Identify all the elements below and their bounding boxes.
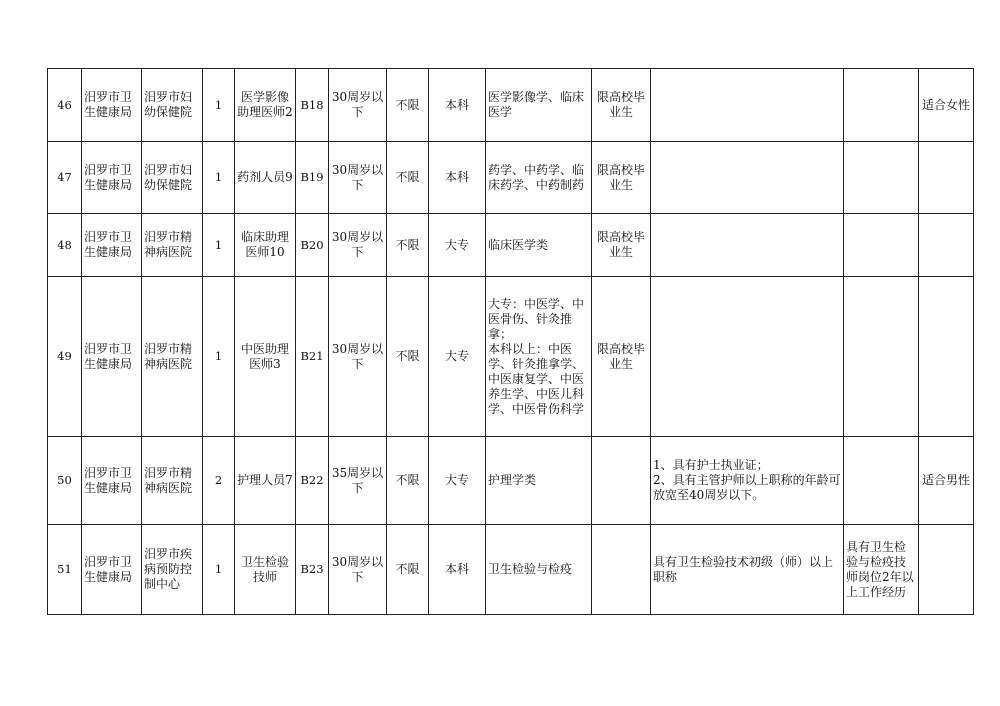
major-cell: 大专：中医学、中医骨伤、针灸推拿； 本科以上：中医学、针灸推拿学、中医康复学、中医养生学、中医儿科学、中医骨伤科学 bbox=[486, 277, 592, 437]
requirement-cell: 具有卫生检验技术初级（师）以上职称 bbox=[651, 525, 844, 615]
experience-cell bbox=[844, 437, 919, 525]
count-cell: 1 bbox=[203, 214, 235, 277]
major-cell: 医学影像学、临床医学 bbox=[486, 69, 592, 142]
row-number: 49 bbox=[48, 277, 82, 437]
table-row bbox=[48, 437, 974, 525]
age-cell: 30周岁以下 bbox=[329, 214, 387, 277]
target-cell: 限高校毕业生 bbox=[592, 142, 651, 214]
experience-cell: 具有卫生检验与检疫技师岗位2年以上工作经历 bbox=[844, 525, 919, 615]
gender-cell: 不限 bbox=[387, 214, 429, 277]
requirement-cell: 1、具有护士执业证； 2、具有主管护师以上职称的年龄可放宽至40周岁以下。 bbox=[651, 437, 844, 525]
code-cell: B19 bbox=[296, 142, 329, 214]
gender-cell: 不限 bbox=[387, 437, 429, 525]
row-number: 48 bbox=[48, 214, 82, 277]
post-cell: 药剂人员9 bbox=[235, 142, 296, 214]
requirement-cell bbox=[651, 214, 844, 277]
table-row bbox=[48, 142, 974, 214]
gender-cell: 不限 bbox=[387, 69, 429, 142]
count-cell: 2 bbox=[203, 437, 235, 525]
unit-cell: 汨罗市妇幼保健院 bbox=[142, 142, 203, 214]
note-cell bbox=[919, 525, 974, 615]
note-cell: 适合女性 bbox=[919, 69, 974, 142]
recruitment-table bbox=[47, 68, 974, 615]
code-cell: B21 bbox=[296, 277, 329, 437]
requirement-cell bbox=[651, 277, 844, 437]
note-cell: 适合男性 bbox=[919, 437, 974, 525]
code-cell: B23 bbox=[296, 525, 329, 615]
education-cell: 大专 bbox=[429, 437, 486, 525]
requirement-cell bbox=[651, 69, 844, 142]
note-cell bbox=[919, 277, 974, 437]
table-row bbox=[48, 525, 974, 615]
row-number: 46 bbox=[48, 69, 82, 142]
post-cell: 卫生检验技师 bbox=[235, 525, 296, 615]
age-cell: 30周岁以下 bbox=[329, 69, 387, 142]
education-cell: 本科 bbox=[429, 69, 486, 142]
major-cell: 护理学类 bbox=[486, 437, 592, 525]
code-cell: B22 bbox=[296, 437, 329, 525]
table-row bbox=[48, 214, 974, 277]
requirement-cell bbox=[651, 142, 844, 214]
major-cell: 药学、中药学、临床药学、中药制药 bbox=[486, 142, 592, 214]
target-cell bbox=[592, 437, 651, 525]
education-cell: 大专 bbox=[429, 277, 486, 437]
department-cell: 汨罗市卫生健康局 bbox=[82, 277, 142, 437]
post-cell: 医学影像助理医师2 bbox=[235, 69, 296, 142]
department-cell: 汨罗市卫生健康局 bbox=[82, 214, 142, 277]
department-cell: 汨罗市卫生健康局 bbox=[82, 69, 142, 142]
education-cell: 本科 bbox=[429, 525, 486, 615]
experience-cell bbox=[844, 69, 919, 142]
table-row bbox=[48, 69, 974, 142]
target-cell: 限高校毕业生 bbox=[592, 277, 651, 437]
age-cell: 35周岁以下 bbox=[329, 437, 387, 525]
unit-cell: 汨罗市精神病医院 bbox=[142, 277, 203, 437]
note-cell bbox=[919, 142, 974, 214]
note-cell bbox=[919, 214, 974, 277]
table-body bbox=[48, 69, 974, 615]
count-cell: 1 bbox=[203, 69, 235, 142]
post-cell: 中医助理医师3 bbox=[235, 277, 296, 437]
major-cell: 临床医学类 bbox=[486, 214, 592, 277]
major-cell: 卫生检验与检疫 bbox=[486, 525, 592, 615]
department-cell: 汨罗市卫生健康局 bbox=[82, 437, 142, 525]
row-number: 51 bbox=[48, 525, 82, 615]
post-cell: 临床助理医师10 bbox=[235, 214, 296, 277]
count-cell: 1 bbox=[203, 525, 235, 615]
target-cell: 限高校毕业生 bbox=[592, 214, 651, 277]
count-cell: 1 bbox=[203, 277, 235, 437]
gender-cell: 不限 bbox=[387, 142, 429, 214]
code-cell: B18 bbox=[296, 69, 329, 142]
code-cell: B20 bbox=[296, 214, 329, 277]
target-cell bbox=[592, 525, 651, 615]
education-cell: 大专 bbox=[429, 214, 486, 277]
experience-cell bbox=[844, 142, 919, 214]
age-cell: 30周岁以下 bbox=[329, 142, 387, 214]
education-cell: 本科 bbox=[429, 142, 486, 214]
row-number: 50 bbox=[48, 437, 82, 525]
unit-cell: 汨罗市疾病预防控制中心 bbox=[142, 525, 203, 615]
count-cell: 1 bbox=[203, 142, 235, 214]
gender-cell: 不限 bbox=[387, 525, 429, 615]
department-cell: 汨罗市卫生健康局 bbox=[82, 525, 142, 615]
experience-cell bbox=[844, 214, 919, 277]
experience-cell bbox=[844, 277, 919, 437]
gender-cell: 不限 bbox=[387, 277, 429, 437]
row-number: 47 bbox=[48, 142, 82, 214]
unit-cell: 汨罗市妇幼保健院 bbox=[142, 69, 203, 142]
post-cell: 护理人员7 bbox=[235, 437, 296, 525]
age-cell: 30周岁以下 bbox=[329, 277, 387, 437]
unit-cell: 汨罗市精神病医院 bbox=[142, 214, 203, 277]
age-cell: 30周岁以下 bbox=[329, 525, 387, 615]
department-cell: 汨罗市卫生健康局 bbox=[82, 142, 142, 214]
target-cell: 限高校毕业生 bbox=[592, 69, 651, 142]
unit-cell: 汨罗市精神病医院 bbox=[142, 437, 203, 525]
table-row bbox=[48, 277, 974, 437]
